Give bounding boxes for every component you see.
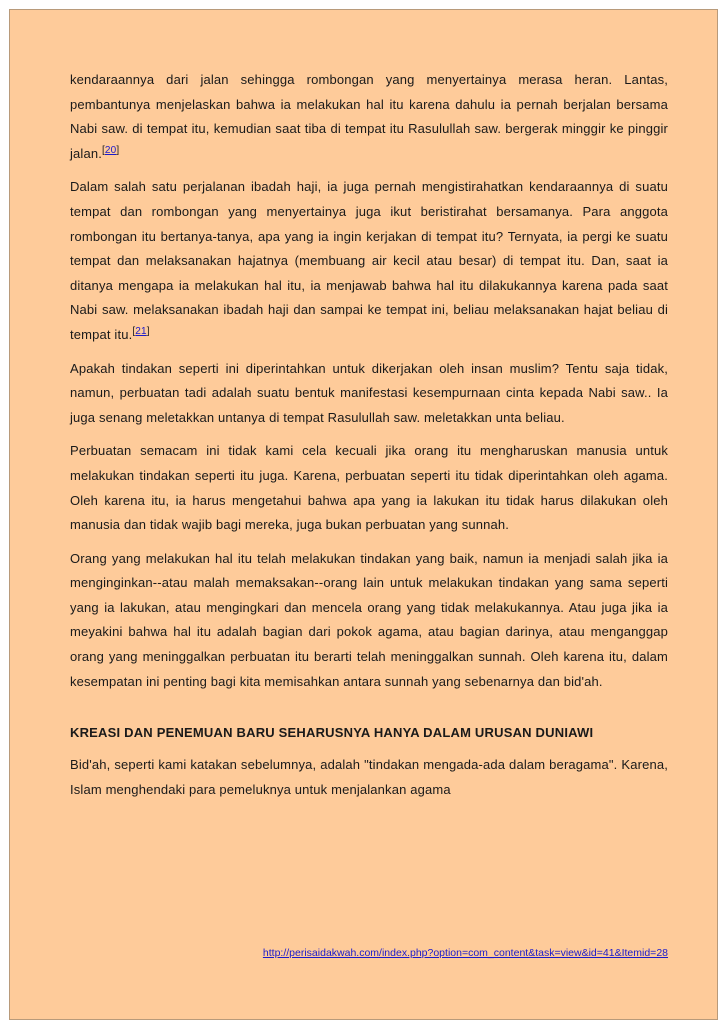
paragraph-text: Bid'ah, seperti kami katakan sebelumnya, adalah "tindakan mengada-ada dalam beragama". Karena, Islam menghendaki para pemeluknya untuk menjalankan agama [70, 757, 668, 797]
paragraph-5 [70, 547, 668, 695]
page-footer [70, 947, 668, 959]
paragraph-text: Perbuatan semacam ini tidak kami cela kecuali jika orang itu mengharuskan manusia untuk melakukan tindakan seperti itu juga. Karena, perbuatan seperti itu tidak diperintahkan oleh agama. Oleh karena itu, ia harus mengetahui bahwa apa yang ia lakukan itu tidak harus dilakukan oleh manusia dan tidak wajib bagi mereka, juga bukan perbuatan yang sunnah. [70, 443, 668, 533]
paragraph-text: kendaraannya dari jalan sehingga rombongan yang menyertainya merasa heran. Lantas, pembantunya menjelaskan bahwa ia melakukan hal itu karena dahulu ia pernah berjalan bersama Nabi saw. di tempat itu, kemudian saat tiba di tempat itu Rasulullah saw. bergerak minggir ke pinggir jalan. [70, 72, 668, 161]
paragraph-6 [70, 753, 668, 802]
footnote-ref-20[interactable]: [20] [101, 144, 120, 156]
document-page [9, 9, 718, 1020]
document-body [70, 68, 668, 811]
footnote-link-21[interactable]: 21 [135, 325, 147, 337]
footnote-link-20[interactable]: 20 [104, 144, 117, 156]
paragraph-2 [70, 175, 668, 347]
paragraph-text: Dalam salah satu perjalanan ibadah haji, ia juga pernah mengistirahatkan kendaraannya di suatu tempat dan rombongan yang menyertainya juga ikut beristirahat bersamanya. Para anggota rombongan itu bertanya-tanya, apa yang ia ingin kerjakan di tempat itu? Ternyata, ia pergi ke suatu tempat dan melaksanakan hajatnya (membuang air kecil atau besar) di tempat itu. Dan, saat ia ditanya mengapa ia melakukan hal itu, ia menjawab bahwa hal itu dilakukannya karena pada saat Nabi saw. melaksanakan ibadah haji dan sampai ke tempat ini, beliau melaksanakan hajat beliau di tempat itu. [70, 179, 668, 342]
paragraph-text: Orang yang melakukan hal itu telah melakukan tindakan yang baik, namun ia menjadi salah jika ia menginginkan--atau malah memaksakan--orang lain untuk melakukan tindakan yang sama seperti yang ia lakukan, atau mengingkari dan mencela orang yang tidak melakukannya. Atau juga jika ia meyakini bahwa hal itu adalah bagian dari pokok agama, atau bagian darinya, atau menganggap orang yang meninggalkan perbuatan itu berarti telah meninggalkan sunnah. Oleh karena itu, dalam kesempatan ini penting bagi kita memisahkan antara sunnah yang sebenarnya dan bid'ah. [70, 550, 668, 689]
paragraph-4 [70, 439, 668, 537]
section-heading: KREASI DAN PENEMUAN BARU SEHARUSNYA HANYA DALAM URUSAN DUNIAWI [70, 725, 594, 741]
paragraph-text: Apakah tindakan seperti ini diperintahkan untuk dikerjakan oleh insan muslim? Tentu saja tidak, namun, perbuatan tadi adalah suatu bentuk manifestasi kesempurnaan cinta kepada Nabi saw.. Ia juga senang meletakkan untanya di tempat Rasulullah saw. meletakkan unta beliau. [70, 360, 668, 425]
paragraph-3 [70, 357, 668, 431]
footnote-ref-21[interactable]: [21] [132, 325, 150, 337]
paragraph-1 [70, 68, 668, 166]
footer-source-link[interactable]: http://perisaidakwah.com/index.php?option=com_content&task=view&id=41&Itemid=28 [262, 947, 668, 959]
